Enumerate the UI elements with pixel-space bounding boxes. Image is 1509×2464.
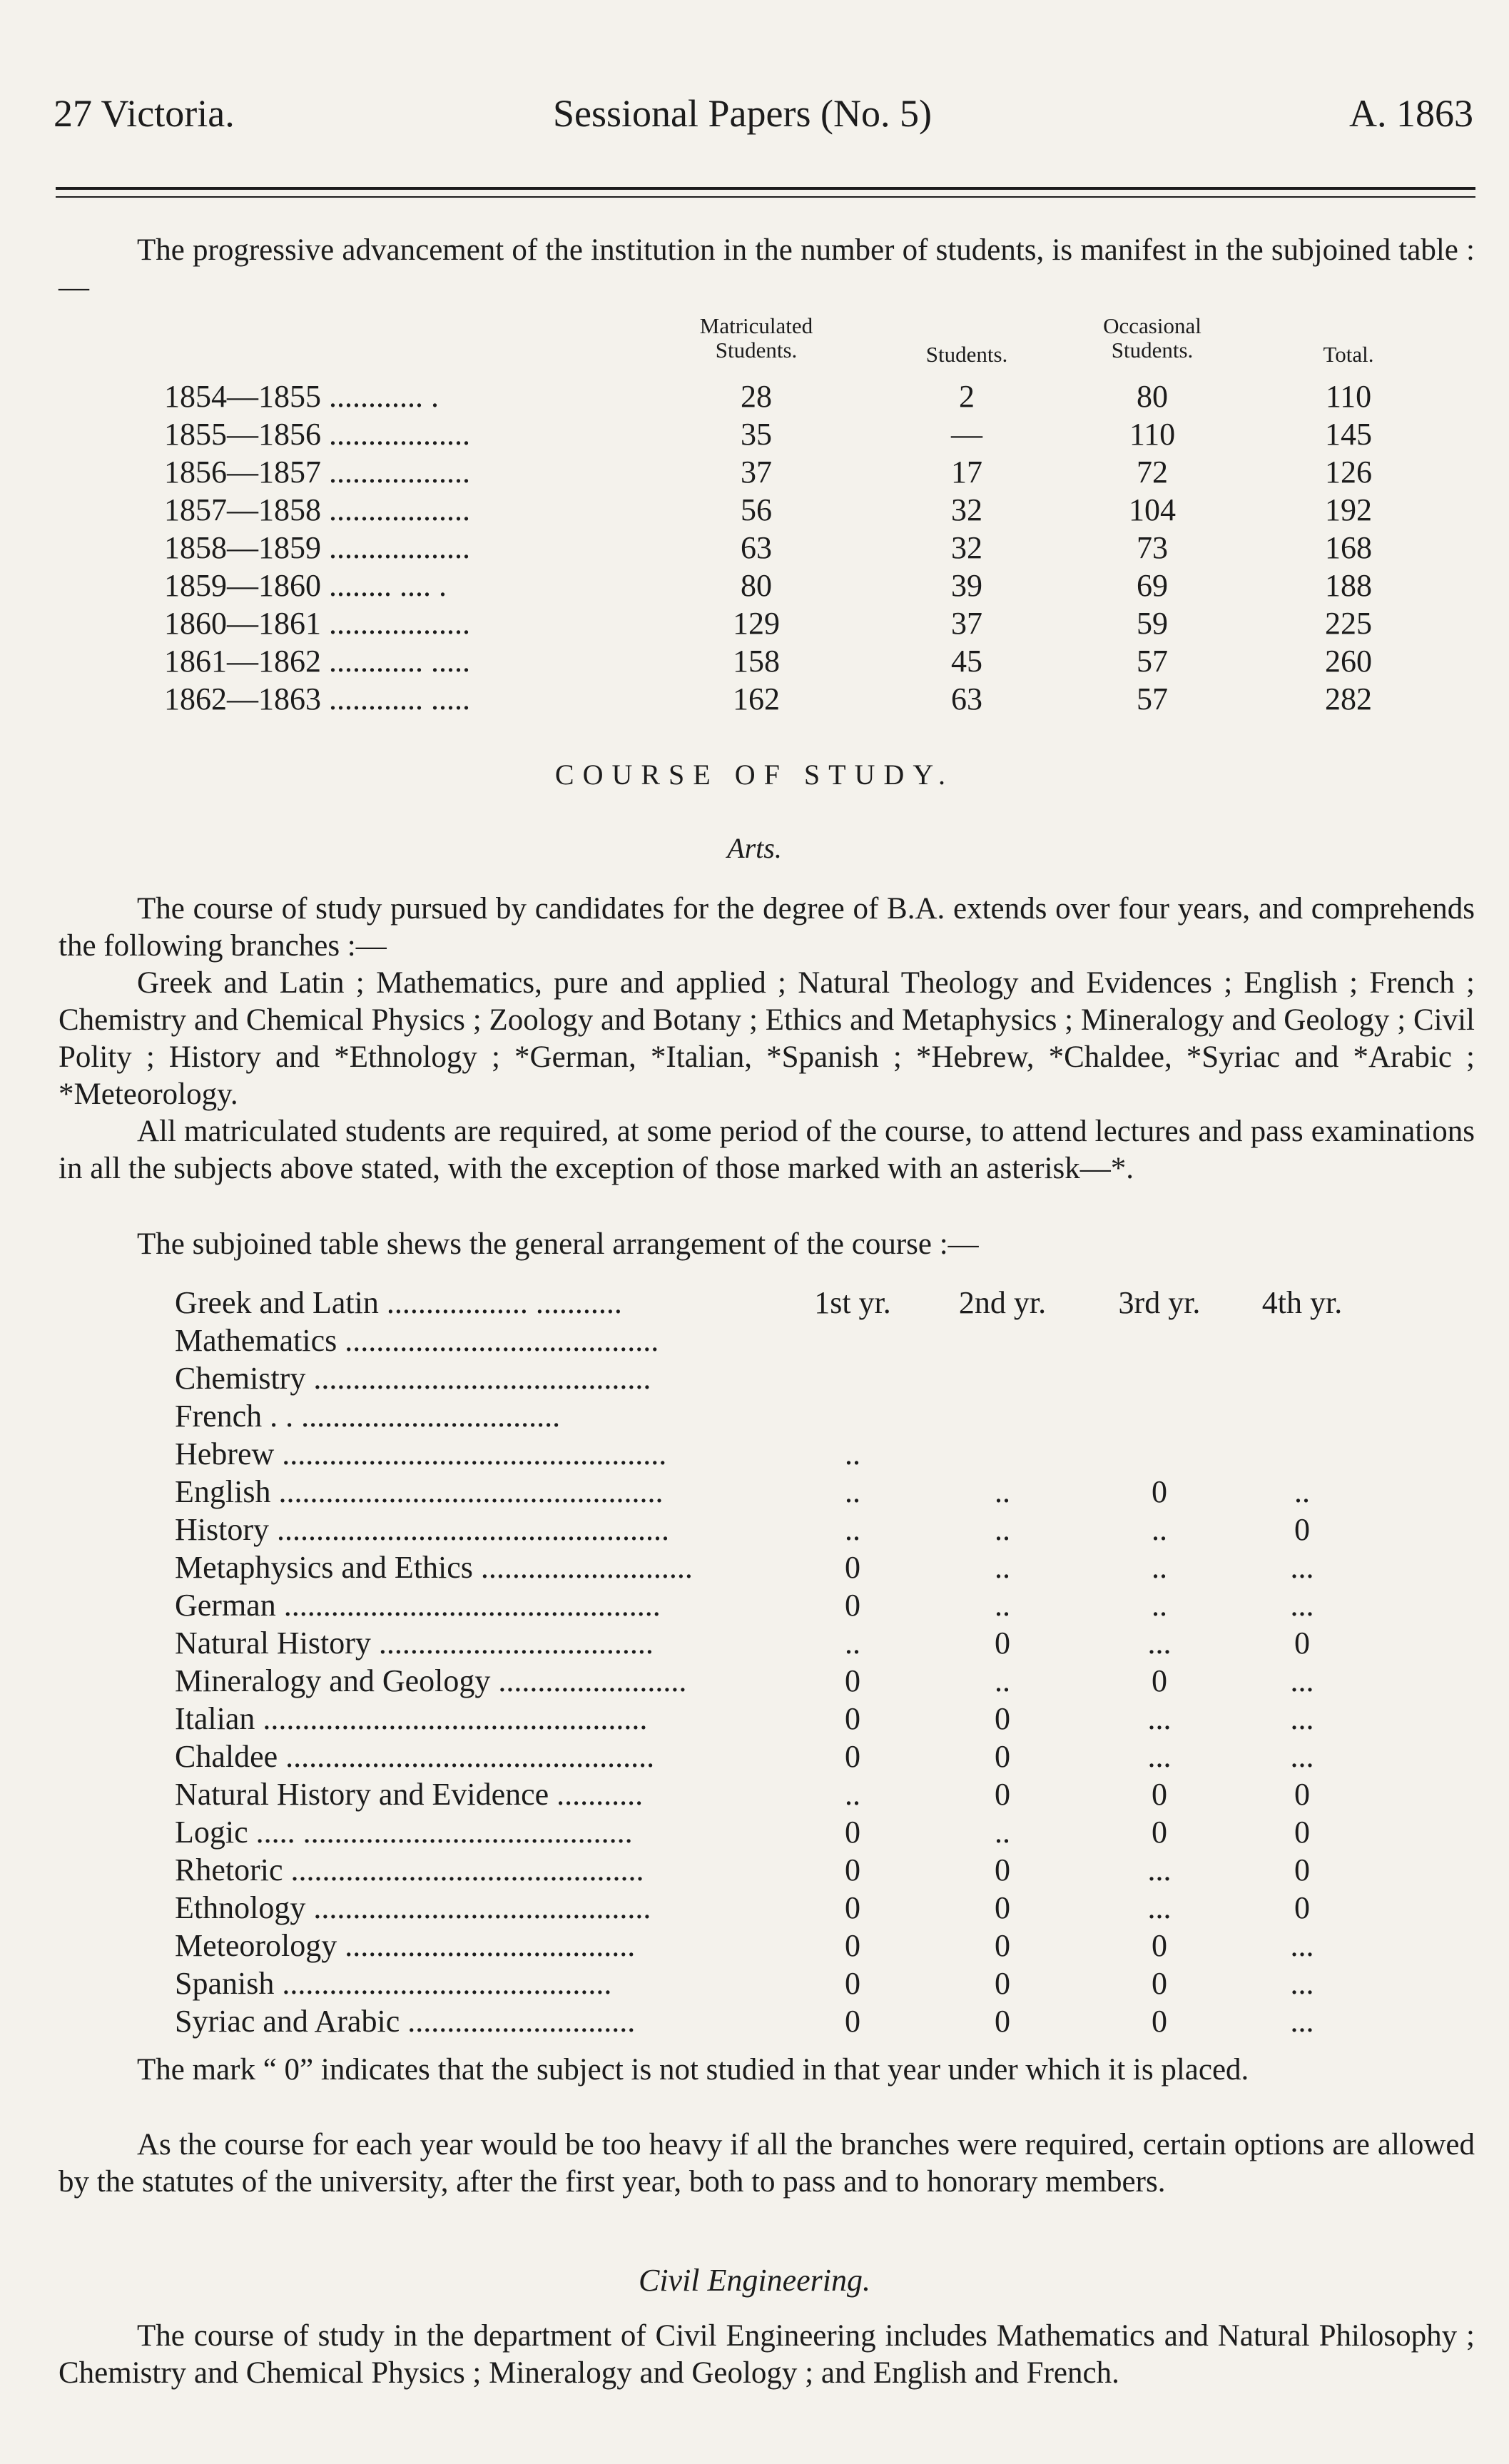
- arrangement-row: [175, 1890, 1388, 1927]
- enrolment-cell-students: 37: [951, 606, 982, 641]
- year-mark-y1: ..: [845, 1436, 860, 1471]
- year-mark-y3: ...: [1147, 1739, 1172, 1774]
- arrangement-row: [175, 1776, 1388, 1813]
- enrolment-cell-total: 188: [1325, 568, 1372, 603]
- year-mark-y2: 0: [995, 1701, 1010, 1736]
- subject-name: Logic ..... ..........................................: [175, 1815, 633, 1850]
- enrolment-cell-year: 1856—1857 ..................: [164, 455, 470, 490]
- enrolment-cell-matriculated: 162: [733, 681, 780, 716]
- col-header-matriculated: Matriculated Students.: [699, 313, 813, 362]
- year-mark-y4: ...: [1290, 1966, 1314, 2001]
- arrangement-row: [175, 1322, 1388, 1359]
- year-mark-y1: 0: [845, 1550, 860, 1585]
- enrolment-cell-students: 2: [959, 379, 975, 414]
- year-mark-y1: 0: [845, 1815, 860, 1850]
- course-of-study-heading: COURSE OF STUDY.: [554, 759, 955, 791]
- year-mark-y4: 0: [1294, 1512, 1310, 1547]
- enrolment-cell-matriculated: 63: [741, 530, 772, 565]
- arrangement-row: [175, 1852, 1388, 1889]
- year-mark-y4: ...: [1290, 1928, 1314, 1963]
- year-mark-y4: ...: [1290, 1588, 1314, 1623]
- enrolment-cell-students: 45: [951, 644, 982, 679]
- arrangement-row: [175, 1663, 1388, 1700]
- subject-name: Mathematics ........................................: [175, 1323, 659, 1358]
- subject-name: Mineralogy and Geology ........................: [175, 1663, 687, 1698]
- year-mark-y1: ..: [845, 1777, 860, 1812]
- mark-note: The mark “ 0” indicates that the subject is not studied in that year under which it is placed.: [137, 2053, 1249, 2087]
- arrangement-row: [175, 1284, 1388, 1322]
- enrolment-cell-students: 32: [951, 492, 982, 527]
- arrangement-row: [175, 1927, 1388, 1964]
- subject-name: Ethnology ...........................................: [175, 1890, 651, 1925]
- subject-name: German ................................................: [175, 1588, 661, 1623]
- enrolment-cell-students: 32: [951, 530, 982, 565]
- year-mark-y4: 0: [1294, 1852, 1310, 1887]
- year-mark-y4: ...: [1290, 2004, 1314, 2039]
- year-mark-y4: ...: [1290, 1550, 1314, 1585]
- arrangement-row: [175, 1625, 1388, 1662]
- arrangement-row: [175, 1436, 1388, 1473]
- year-mark-y2: 0: [995, 1852, 1010, 1887]
- enrolment-cell-total: 126: [1325, 455, 1372, 490]
- enrolment-row: [164, 643, 1420, 680]
- col-header-occasional: Occasional Students.: [1103, 313, 1201, 362]
- year-mark-y1: 0: [845, 1739, 860, 1774]
- arrangement-row: [175, 1700, 1388, 1738]
- enrolment-row: [164, 605, 1420, 642]
- year-mark-y2: 0: [995, 2004, 1010, 2039]
- intro-paragraph: The progressive advancement of the institution in the number of students, is manifest in the subjoined table :—: [59, 233, 1475, 304]
- enrolment-row: [164, 567, 1420, 604]
- enrolment-cell-total: 282: [1325, 681, 1372, 716]
- year-mark-y2: 0: [995, 1626, 1010, 1661]
- year-mark-y4: ..: [1294, 1474, 1310, 1509]
- subject-name: English .................................................: [175, 1474, 664, 1509]
- year-mark-y2: ..: [995, 1550, 1010, 1585]
- arts-paragraph-1: The course of study pursued by candidates for the degree of B.A. extends over four years, and comprehends the following branches :—: [59, 892, 1475, 963]
- civil-engineering-heading: Civil Engineering.: [638, 2263, 871, 2298]
- year-mark-y1: ..: [845, 1512, 860, 1547]
- year-mark-y2: 0: [995, 1890, 1010, 1925]
- enrolment-cell-matriculated: 80: [741, 568, 772, 603]
- year-mark-y4: ...: [1290, 1701, 1314, 1736]
- subject-name: Natural History and Evidence ...........: [175, 1777, 644, 1812]
- subject-name: Natural History ...................................: [175, 1626, 654, 1661]
- arts-heading: Arts.: [727, 832, 782, 864]
- year-mark-y4: 0: [1294, 1815, 1310, 1850]
- arrangement-row: [175, 1360, 1388, 1397]
- enrolment-cell-students: —: [951, 417, 982, 452]
- year-mark-y4: ...: [1290, 1663, 1314, 1698]
- arrangement-row: [175, 1474, 1388, 1511]
- year-mark-y2: ..: [995, 1588, 1010, 1623]
- enrolment-row: [164, 378, 1420, 415]
- year-mark-y3: 0: [1152, 1966, 1167, 2001]
- enrolment-cell-year: 1855—1856 ..................: [164, 417, 470, 452]
- enrolment-cell-year: 1854—1855 ............ .: [164, 379, 439, 414]
- subject-name: Spanish ..........................................: [175, 1966, 612, 2001]
- year-mark-y3: ...: [1147, 1701, 1172, 1736]
- year-mark-y1: 0: [845, 1588, 860, 1623]
- enrolment-cell-occasional: 104: [1129, 492, 1176, 527]
- enrolment-cell-total: 168: [1325, 530, 1372, 565]
- header-left: 27 Victoria.: [54, 92, 235, 135]
- year-header-2: 2nd yr.: [958, 1285, 1047, 1320]
- enrolment-cell-year: 1860—1861 ..................: [164, 606, 470, 641]
- year-mark-y3: ...: [1147, 1890, 1172, 1925]
- year-mark-y1: 0: [845, 1701, 860, 1736]
- year-mark-y1: 0: [845, 1928, 860, 1963]
- enrolment-row: [164, 529, 1420, 567]
- year-mark-y2: ..: [995, 1512, 1010, 1547]
- subject-name: Italian .................................................: [175, 1701, 648, 1736]
- enrolment-cell-total: 225: [1325, 606, 1372, 641]
- enrolment-cell-total: 110: [1325, 379, 1372, 414]
- enrolment-cell-year: 1862—1863 ............ .....: [164, 681, 470, 716]
- header-rule: [56, 187, 1475, 190]
- civil-paragraph: The course of study in the department of Civil Engineering includes Mathematics and Natural Philosophy ; Chemistry and Chemical Physics ; Mineralogy and Geology ; and English and French.: [59, 2319, 1475, 2390]
- arrangement-row: [175, 2003, 1388, 2040]
- arts-paragraph-2: Greek and Latin ; Mathematics, pure and applied ; Natural Theology and Evidences ; English ; French ; Chemistry and Chemical Physics ; Zoology and Botany ; Ethics and Metaphysics ; Mineralogy and Geology ; Civil Polity ; History and *Ethnology ; *German, *Italian, *Spanish ; *Hebrew, *Chaldee, *Syriac and *Arabic ; *Meteorology.: [59, 966, 1475, 1111]
- col-header-total: Total.: [1323, 342, 1374, 367]
- subject-name: History ..................................................: [175, 1512, 669, 1547]
- year-mark-y1: ..: [845, 1474, 860, 1509]
- arrangement-row: [175, 1549, 1388, 1586]
- enrolment-cell-occasional: 59: [1137, 606, 1168, 641]
- enrolment-cell-year: 1861—1862 ............ .....: [164, 644, 470, 679]
- enrolment-row: [164, 681, 1420, 718]
- subject-name: French . . .................................: [175, 1399, 561, 1434]
- year-mark-y1: 0: [845, 1890, 860, 1925]
- year-mark-y3: 0: [1152, 1777, 1167, 1812]
- enrolment-cell-total: 192: [1325, 492, 1372, 527]
- enrolment-cell-matriculated: 28: [741, 379, 772, 414]
- arrangement-row: [175, 1814, 1388, 1851]
- arts-paragraph-4: The subjoined table shews the general arrangement of the course :—: [137, 1227, 979, 1261]
- year-mark-y2: 0: [995, 1928, 1010, 1963]
- year-mark-y3: ...: [1147, 1852, 1172, 1887]
- year-mark-y3: ..: [1152, 1588, 1167, 1623]
- arrangement-row: [175, 1398, 1388, 1435]
- year-mark-y2: ..: [995, 1815, 1010, 1850]
- enrolment-cell-students: 17: [951, 455, 982, 490]
- year-header-4: 4th yr.: [1261, 1285, 1343, 1320]
- year-mark-y3: 0: [1152, 1815, 1167, 1850]
- enrolment-cell-occasional: 72: [1137, 455, 1168, 490]
- arrangement-row: [175, 1511, 1388, 1548]
- enrolment-cell-matriculated: 35: [741, 417, 772, 452]
- enrolment-cell-total: 260: [1325, 644, 1372, 679]
- year-mark-y2: 0: [995, 1739, 1010, 1774]
- page-header: [54, 91, 1473, 148]
- subject-name: Metaphysics and Ethics ...........................: [175, 1550, 693, 1585]
- enrolment-row: [164, 416, 1420, 453]
- subject-name: Hebrew .................................................: [175, 1436, 667, 1471]
- year-mark-y1: 0: [845, 1663, 860, 1698]
- subject-name: Syriac and Arabic .............................: [175, 2004, 636, 2039]
- enrolment-cell-students: 39: [951, 568, 982, 603]
- enrolment-cell-occasional: 73: [1137, 530, 1168, 565]
- year-mark-y1: 0: [845, 1852, 860, 1887]
- options-note: As the course for each year would be too heavy if all the branches were required, certain options are allowed by the statutes of the university, after the first year, both to pass and to honorary members.: [59, 2128, 1475, 2199]
- year-mark-y3: ..: [1152, 1512, 1167, 1547]
- year-mark-y2: 0: [995, 1966, 1010, 2001]
- subject-name: Meteorology .....................................: [175, 1928, 636, 1963]
- year-mark-y4: 0: [1294, 1890, 1310, 1925]
- subject-name: Greek and Latin .................. ...........: [175, 1285, 622, 1320]
- year-mark-y1: 0: [845, 1966, 860, 2001]
- year-mark-y3: 0: [1152, 2004, 1167, 2039]
- enrolment-row: [164, 454, 1420, 491]
- enrolment-cell-matriculated: 56: [741, 492, 772, 527]
- year-mark-y2: ..: [995, 1474, 1010, 1509]
- year-mark-y3: 0: [1152, 1663, 1167, 1698]
- enrolment-cell-occasional: 110: [1129, 417, 1176, 452]
- enrolment-row: [164, 492, 1420, 529]
- subject-name: Rhetoric .............................................: [175, 1852, 644, 1887]
- enrolment-cell-matriculated: 158: [733, 644, 780, 679]
- year-mark-y4: 0: [1294, 1777, 1310, 1812]
- enrolment-cell-students: 63: [951, 681, 982, 716]
- year-mark-y3: ...: [1147, 1626, 1172, 1661]
- enrolment-cell-occasional: 57: [1137, 681, 1168, 716]
- subject-name: Chaldee ...............................................: [175, 1739, 655, 1774]
- year-header-3: 3rd yr.: [1118, 1285, 1201, 1320]
- year-mark-y3: ..: [1152, 1550, 1167, 1585]
- enrolment-cell-year: 1859—1860 ........ .... .: [164, 568, 447, 603]
- header-rule-thin: [56, 196, 1475, 198]
- header-center: Sessional Papers (No. 5): [553, 92, 932, 135]
- year-mark-y3: 0: [1152, 1928, 1167, 1963]
- col-header-students: Students.: [925, 342, 1008, 367]
- arrangement-row: [175, 1738, 1388, 1775]
- enrolment-cell-occasional: 80: [1137, 379, 1168, 414]
- year-mark-y1: ..: [845, 1626, 860, 1661]
- enrolment-cell-occasional: 69: [1137, 568, 1168, 603]
- enrolment-cell-year: 1858—1859 ..................: [164, 530, 470, 565]
- arrangement-row: [175, 1965, 1388, 2002]
- year-mark-y1: 0: [845, 2004, 860, 2039]
- enrolment-cell-year: 1857—1858 ..................: [164, 492, 470, 527]
- year-mark-y2: ..: [995, 1663, 1010, 1698]
- year-header-1: 1st yr.: [814, 1285, 891, 1320]
- year-mark-y4: 0: [1294, 1626, 1310, 1661]
- arrangement-row: [175, 1587, 1388, 1624]
- enrolment-cell-occasional: 57: [1137, 644, 1168, 679]
- enrolment-cell-matriculated: 37: [741, 455, 772, 490]
- year-mark-y4: ...: [1290, 1739, 1314, 1774]
- enrolment-cell-matriculated: 129: [733, 606, 780, 641]
- enrolment-cell-total: 145: [1325, 417, 1372, 452]
- year-mark-y2: 0: [995, 1777, 1010, 1812]
- arts-paragraph-3: All matriculated students are required, at some period of the course, to attend lectures and pass examinations in all the subjects above stated, with the exception of those marked with an asterisk—*.: [59, 1115, 1475, 1185]
- year-mark-y3: 0: [1152, 1474, 1167, 1509]
- subject-name: Chemistry ...........................................: [175, 1361, 651, 1396]
- header-right: A. 1863: [1349, 92, 1473, 135]
